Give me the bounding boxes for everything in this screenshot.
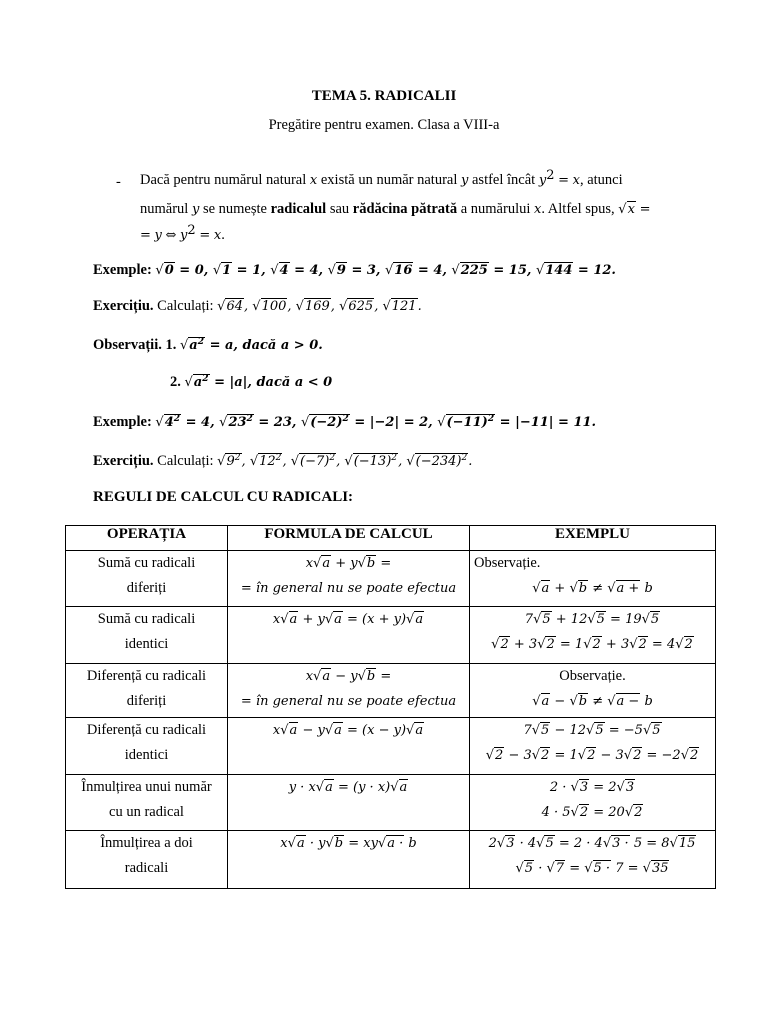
operation-text: diferiți xyxy=(126,580,167,596)
examples-1-label: Exemple: xyxy=(93,262,156,278)
example-text: √a − √b ≠ √a − b xyxy=(532,694,653,709)
example-text: √a + √b ≠ √a + b xyxy=(532,581,653,596)
table-row xyxy=(66,664,716,718)
operation-text: Sumă cu radicali xyxy=(97,555,196,571)
example-cell xyxy=(470,718,716,775)
section-title: REGULI DE CALCUL CU RADICALI: xyxy=(93,489,354,505)
operation-cell xyxy=(66,607,228,664)
operation-cell xyxy=(66,775,228,831)
table-row xyxy=(66,775,716,831)
observations-label: Observații. 1. xyxy=(93,337,180,353)
formula-text: y · x√a = (y · x)√a xyxy=(288,780,408,795)
example-cell xyxy=(470,831,716,889)
operation-text: identici xyxy=(124,636,169,652)
formula-text: = în general nu se poate efectua xyxy=(240,694,457,709)
example-text: 2√3 · 4√5 = 2 · 4√3 · 5 = 8√15 xyxy=(488,836,696,851)
header-example: EXEMPLU xyxy=(470,526,716,551)
example-cell xyxy=(470,607,716,664)
formula-text: x√a · y√b = xy√a · b xyxy=(280,836,417,851)
observation-1-content: $√a^2 = a$, dacă a > 0. xyxy=(180,336,323,353)
examples-1 xyxy=(93,262,616,279)
page-title: TEMA 5. RADICALII xyxy=(311,88,457,104)
formula-text: x√a − y√b = xyxy=(305,669,392,684)
operation-cell xyxy=(66,664,228,718)
table-row xyxy=(66,551,716,607)
examples-1-content: √0 = 0, √1 = 1, √4 = 4, √9 = 3, √16 = 4, √225 = 15, √144 = 12. xyxy=(155,263,616,278)
definition-line-1: Dacă pentru numărul natural x există un număr natural y astfel încât $y^2 = x$, atunci xyxy=(140,168,623,188)
operation-text: diferiți xyxy=(126,693,167,709)
observation-2-content: $√a^2 = |a|$, dacă a < 0 xyxy=(184,373,333,390)
rules-table xyxy=(65,525,716,889)
example-text: √5 · √7 = √5 · 7 = √35 xyxy=(515,861,669,876)
example-text: √2 + 3√2 = 1√2 + 3√2 = 4√2 xyxy=(491,637,693,652)
examples-2 xyxy=(93,414,596,431)
exercise-1 xyxy=(93,298,422,315)
operation-cell xyxy=(66,718,228,775)
example-text: 4 · 5√2 = 20√2 xyxy=(541,805,643,820)
exercise-2-content: $√9^2$, $√12^2$, $√(-7)^2$, $√(-13)^2$, $√(-234)^2$. xyxy=(217,453,473,469)
exercise-2-text: Calculați: xyxy=(153,453,218,469)
definition-line-2: numărul y se numește radicalul sau rădăcina pătrată a numărului x. Altfel spus, √x = xyxy=(140,201,651,217)
operation-cell xyxy=(66,831,228,889)
table-row xyxy=(66,607,716,664)
formula-text: x√a + y√a = (x + y)√a xyxy=(272,612,424,627)
header-operation: OPERAȚIA xyxy=(66,526,228,551)
exercise-1-label: Exercițiu. xyxy=(93,298,154,314)
examples-2-label: Exemple: xyxy=(93,414,156,430)
bullet-dash: - xyxy=(116,174,121,190)
formula-cell xyxy=(228,718,470,775)
page-subtitle: Pregătire pentru examen. Clasa a VIII-a xyxy=(268,117,500,133)
formula-cell xyxy=(228,607,470,664)
table-row xyxy=(66,831,716,889)
operation-text: identici xyxy=(124,747,169,763)
formula-text: x√a − y√a = (x − y)√a xyxy=(272,723,424,738)
formula-cell xyxy=(228,551,470,607)
operation-text: cu un radical xyxy=(109,804,184,820)
table-header-row xyxy=(66,526,716,551)
example-text: 7√5 − 12√5 = −5√5 xyxy=(523,723,661,738)
example-text: 7√5 + 12√5 = 19√5 xyxy=(524,612,660,627)
formula-text: x√a + y√b = xyxy=(305,556,392,571)
example-text: Observație. xyxy=(559,668,626,684)
header-formula: FORMULA DE CALCUL xyxy=(228,526,470,551)
example-cell xyxy=(470,551,716,607)
exercise-2 xyxy=(93,453,472,470)
example-text: Observație. xyxy=(474,555,541,571)
operation-text: Înmulțirea a doi xyxy=(100,835,193,851)
exercise-2-label: Exercițiu. xyxy=(93,453,154,469)
operation-text: radicali xyxy=(124,860,169,876)
operation-cell xyxy=(66,551,228,607)
table-row xyxy=(66,718,716,775)
operation-text: Diferență cu radicali xyxy=(86,722,207,738)
operation-text: Sumă cu radicali xyxy=(97,611,196,627)
formula-cell xyxy=(228,831,470,889)
formula-cell xyxy=(228,775,470,831)
formula-cell xyxy=(228,664,470,718)
examples-2-content: $√4^2 = 4$, $√23^2 = 23$, $√(-2)^2 = |-2| = 2$, $√(-11)^2 = |-11| = 11$. xyxy=(155,413,597,430)
definition-line-3: = y ⇔ $y^2 = x$. xyxy=(140,223,225,243)
formula-text: = în general nu se poate efectua xyxy=(240,581,457,596)
observation-1 xyxy=(93,337,323,354)
exercise-1-text: Calculați: xyxy=(153,298,218,314)
operation-text: Diferență cu radicali xyxy=(86,668,207,684)
operation-text: Înmulțirea unui număr xyxy=(81,779,212,795)
observation-2-number: 2. xyxy=(170,374,185,390)
example-cell xyxy=(470,664,716,718)
example-text: 2 · √3 = 2√3 xyxy=(549,780,635,795)
observation-2 xyxy=(170,374,332,391)
exercise-1-content: √64, √100, √169, √625, √121. xyxy=(217,299,422,314)
example-cell xyxy=(470,775,716,831)
example-text: √2 − 3√2 = 1√2 − 3√2 = −2√2 xyxy=(485,748,699,763)
